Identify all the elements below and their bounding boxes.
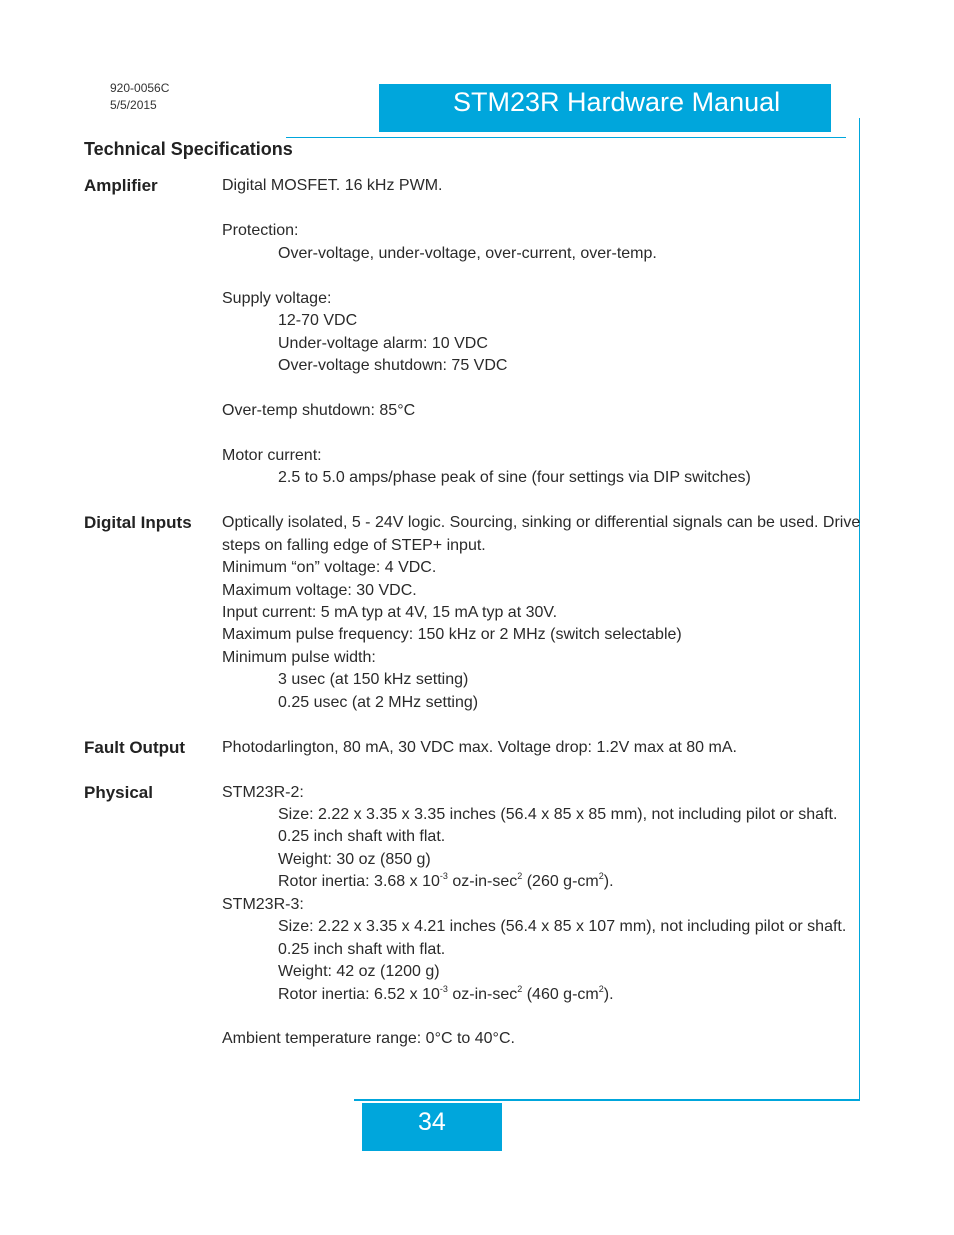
protection-label: Protection:: [222, 222, 299, 239]
pulse-width-150khz: 3 usec (at 150 kHz setting): [278, 671, 469, 688]
minimum-pulse-width-label: Minimum pulse width:: [222, 649, 376, 666]
model2-inertia-unit: oz-in-sec: [447, 873, 518, 890]
document-number: 920-0056C: [110, 81, 170, 95]
maximum-voltage: Maximum voltage: 30 VDC.: [222, 582, 417, 599]
model3-inertia-metric-exponent: 2: [598, 984, 604, 994]
page-number: 34: [362, 1103, 502, 1151]
footer-rule: [354, 1099, 860, 1101]
pulse-width-2mhz: 0.25 usec (at 2 MHz setting): [278, 694, 479, 711]
model2-weight: Weight: 30 oz (850 g): [278, 851, 431, 868]
ambient-temperature: Ambient temperature range: 0°C to 40°C.: [222, 1030, 515, 1047]
model-stm23r-3: STM23R-3:: [222, 896, 304, 913]
model2-inertia-exponent: -3: [439, 871, 448, 881]
digital-inputs-label: Digital Inputs: [84, 513, 192, 532]
over-temp-shutdown: Over-temp shutdown: 85°C: [222, 402, 416, 419]
model3-weight: Weight: 42 oz (1200 g): [278, 963, 440, 980]
model3-inertia-pre: Rotor inertia: 6.52 x 10: [278, 986, 440, 1003]
digital-inputs-line1: Optically isolated, 5 - 24V logic. Sourcing, sinking or differential signals can be used. Drive: [222, 514, 861, 531]
model3-inertia-metric: (460 g-cm: [522, 986, 599, 1003]
amplifier-type: Digital MOSFET. 16 kHz PWM.: [222, 177, 443, 194]
document-info: [110, 80, 169, 114]
model2-inertia-metric-exponent: 2: [598, 871, 604, 881]
model2-size: Size: 2.22 x 3.35 x 3.35 inches (56.4 x 85 x 85 mm), not including pilot or shaft.: [278, 806, 838, 823]
physical-label: Physical: [84, 783, 153, 802]
model-stm23r-2: STM23R-2:: [222, 784, 304, 801]
model3-rotor-inertia: [278, 984, 614, 1006]
header-rule: [286, 137, 846, 138]
minimum-on-voltage: Minimum “on” voltage: 4 VDC.: [222, 559, 437, 576]
right-margin-rule: [859, 118, 860, 1100]
motor-current-label: Motor current:: [222, 447, 322, 464]
motor-current-text: 2.5 to 5.0 amps/phase peak of sine (four settings via DIP switches): [278, 469, 751, 486]
model3-inertia-unit-exponent: 2: [517, 984, 523, 994]
maximum-pulse-frequency: Maximum pulse frequency: 150 kHz or 2 MHz (switch selectable): [222, 626, 682, 643]
input-current: Input current: 5 mA typ at 4V, 15 mA typ at 30V.: [222, 604, 558, 621]
model3-shaft: 0.25 inch shaft with flat.: [278, 941, 446, 958]
model2-inertia-metric: (260 g-cm: [522, 873, 599, 890]
model2-shaft: 0.25 inch shaft with flat.: [278, 828, 446, 845]
fault-output-label: Fault Output: [84, 738, 186, 757]
protection-text: Over-voltage, under-voltage, over-current, over-temp.: [278, 245, 657, 262]
model2-inertia-unit-exponent: 2: [517, 871, 523, 881]
document-date: 5/5/2015: [110, 98, 157, 112]
model2-rotor-inertia: [278, 871, 614, 893]
under-voltage-alarm: Under-voltage alarm: 10 VDC: [278, 335, 488, 352]
supply-voltage-label: Supply voltage:: [222, 290, 332, 307]
model2-inertia-pre: Rotor inertia: 3.68 x 10: [278, 873, 440, 890]
amplifier-label: Amplifier: [84, 176, 158, 195]
model3-inertia-post: ).: [603, 986, 614, 1003]
supply-voltage-range: 12-70 VDC: [278, 312, 358, 329]
over-voltage-shutdown: Over-voltage shutdown: 75 VDC: [278, 357, 508, 374]
model3-inertia-unit: oz-in-sec: [447, 986, 518, 1003]
model2-inertia-post: ).: [603, 873, 614, 890]
digital-inputs-line2: steps on falling edge of STEP+ input.: [222, 537, 486, 554]
model3-inertia-exponent: -3: [439, 984, 448, 994]
model3-size: Size: 2.22 x 3.35 x 4.21 inches (56.4 x 85 x 107 mm), not including pilot or shaft.: [278, 918, 847, 935]
fault-output-text: Photodarlington, 80 mA, 30 VDC max. Voltage drop: 1.2V max at 80 mA.: [222, 739, 737, 756]
manual-title: STM23R Hardware Manual: [379, 84, 831, 132]
section-title: Technical Specifications: [84, 139, 293, 159]
